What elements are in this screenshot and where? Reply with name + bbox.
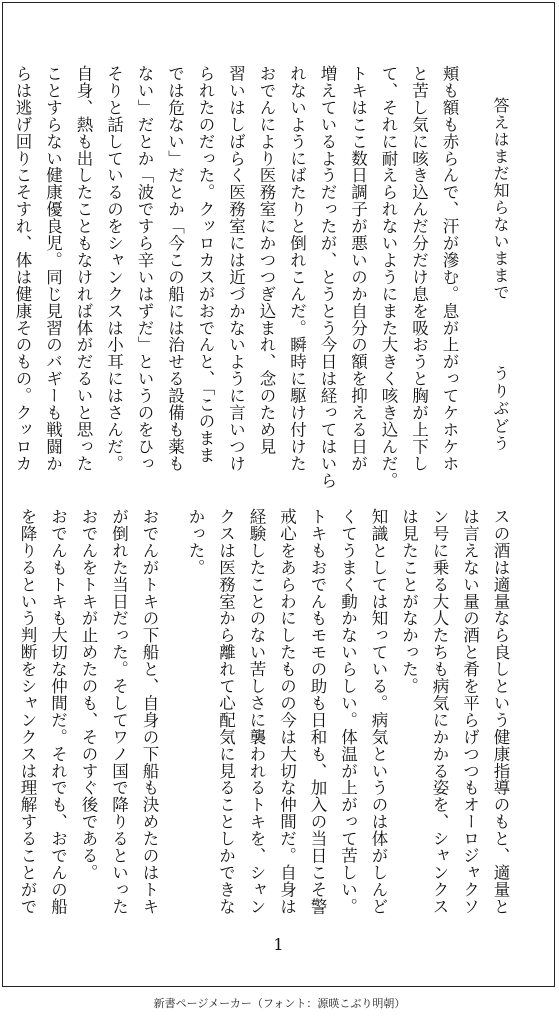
book-page (2, 2, 555, 987)
text-line: 自身、熱も出したこともなければ体がだるいと思った (74, 65, 93, 472)
text-line: かった。 (186, 508, 205, 576)
text-line: おでんをトキが止めたのも、そのすぐ後である。 (79, 508, 98, 881)
text-line: そりと話しているのをシャンクスは小耳にはさんだ。 (104, 65, 124, 472)
text-line: おでんがトキの下船と、自身の下船も決めたのはトキ (140, 508, 159, 915)
text-line: が倒れた当日だった。そしてワノ国で降りるといった (109, 508, 129, 915)
text-line: 頬も額も赤らんで、汗が滲む。息が上がってケホケホ (440, 65, 459, 472)
text-line: クスは医務室から離れて心配気に見ることしかできな (216, 508, 236, 915)
text-line: くてうまく動かないらしい。体温が上がって苦しい。 (338, 508, 358, 915)
text-line: スの酒は適量なら良しという健康指導のもと、適量と (491, 508, 510, 915)
text-line: ない」だとか「波ですら辛いはずだ」というのをひっ (135, 65, 154, 472)
text-line: は見たことがなかった。 (399, 508, 419, 695)
text-line: は言えない量の酒と肴を平らげつつもオーロジャクソ (460, 508, 480, 915)
text-line: 経験したことのない苦しさに襲われるトキを、シャン (247, 508, 266, 915)
text-line: と苦し気に咳き込んだ分だけ息を吸おうと胸が上下し (409, 65, 429, 472)
text-line: では危ない」だとか「今この船には治せる設備も薬も (165, 65, 185, 472)
text-line: 増えているようだったが、とうとう今日は経ってはいら (318, 65, 337, 489)
text-line: 習いはしばらく医務室には近づかないように言いつけ (226, 65, 246, 472)
text-line: トキもおでんもモモの助も日和も、加入の当日こそ警 (308, 508, 327, 915)
text-line: おでんにより医務室にかつつぎ込まれ、念のため見 (257, 65, 276, 455)
text-line: ことすらない健康優良児。同じ見習のバギーも戦闘か (43, 65, 63, 472)
text-line: 知識としては知っている。病気というのは体がしんど (369, 508, 388, 915)
author-name: うりぶどう (491, 365, 510, 453)
text-line: て、それに耐えられないようにまた大きく咳き込んだ。 (379, 65, 398, 489)
text-line: トキはここ数日調子が悪いのか自分の額を抑える日が (348, 65, 368, 472)
text-line: 戒心をあらわにしたものの今は大切な仲間だ。自身は (277, 508, 297, 915)
text-line: おでんもトキも大切な仲間だ。それでも、おでんの船 (48, 508, 68, 915)
lower-left-text-block (18, 508, 164, 928)
text-line: を降りるという判断をシャンクスは理解することがで (18, 508, 37, 915)
text-line: れないようにばたりと倒れこんだ。瞬時に駆け付けた (287, 65, 307, 472)
story-title: 答えはまだ知らないままで (491, 97, 510, 301)
text-line: らは逃げ回りこそすれ、体は健康そのもの。クッロカ (13, 65, 32, 472)
footer-credit: 新書ページメーカー（フォント：源暎こぶり明朝） (153, 997, 406, 1010)
text-line: られたのだった。クッロカスがおでんと、「このまま (196, 65, 215, 464)
text-line: ン号に乗る大人たちも病気にかかる姿を、シャンクス (430, 508, 449, 915)
upper-text-block (13, 65, 464, 489)
lower-right-text-block (186, 508, 515, 928)
page-number: 1 (273, 935, 284, 954)
